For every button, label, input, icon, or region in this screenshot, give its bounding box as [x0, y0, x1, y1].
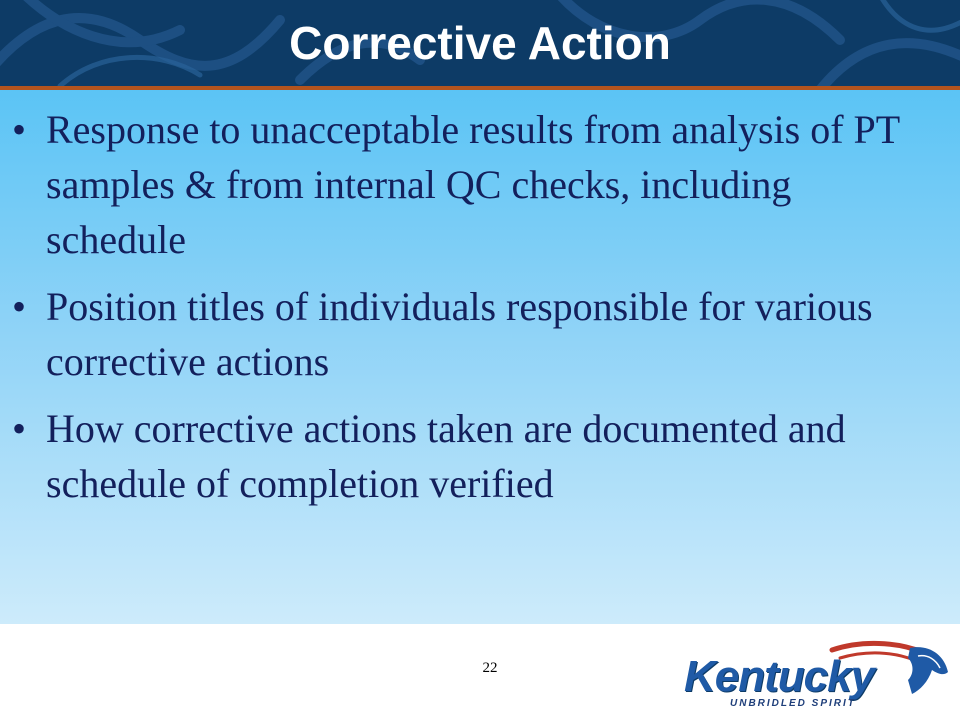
bullet-text: Position titles of individuals responsible for various corrective actions [46, 284, 873, 384]
logo-wordmark: Kentucky [684, 652, 875, 701]
bullet-text: How corrective actions taken are documented and schedule of completion verified [46, 406, 846, 506]
slide-footer [0, 624, 960, 720]
page-number: 22 [482, 660, 498, 676]
title-bar [0, 0, 960, 86]
bullet-icon: • [12, 284, 27, 329]
bullet-item [12, 401, 930, 511]
slide-title: Corrective Action [289, 17, 671, 69]
slide-body [0, 90, 960, 624]
bullet-text: Response to unacceptable results from analysis of PT samples & from internal QC checks, including schedule [46, 107, 900, 262]
bullet-icon: • [12, 406, 27, 451]
logo-tagline: UNBRIDLED SPIRIT [730, 698, 856, 709]
bullet-item [12, 279, 930, 389]
kentucky-logo [682, 638, 952, 718]
bullet-list [0, 90, 960, 511]
bullet-icon: • [12, 107, 27, 152]
bullet-item [12, 102, 930, 267]
